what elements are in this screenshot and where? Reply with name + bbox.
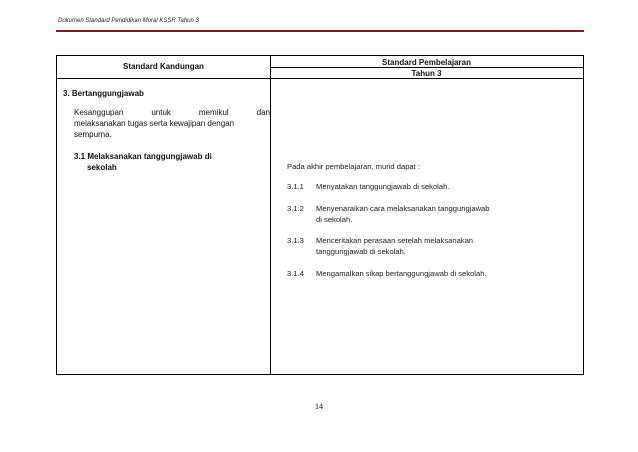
column-subheader-tahun: Tahun 3: [411, 69, 442, 78]
standards-table: [56, 55, 584, 375]
page-header-text: Dokumen Standard Pendidikan Moral KSSR Tahun 3: [58, 18, 199, 24]
item-text-line1: Menyatakan tanggungjawab di sekolah.: [316, 182, 450, 191]
item-number: 3.1.3: [287, 236, 304, 245]
header-rule: [56, 30, 584, 32]
column-divider: [270, 56, 271, 374]
section-title: 3. Bertanggungjawab: [63, 89, 144, 98]
column-header-standard-kandungan: Standard Kandungan: [123, 62, 204, 71]
item-number: 3.1.1: [287, 182, 304, 191]
item-number: 3.1.4: [287, 269, 304, 278]
subsection-title-line2: sekolah: [87, 163, 117, 172]
item-text-line2: tanggungjawab di sekolah.: [316, 247, 406, 256]
item-text-line1: Menyenaraikan cara melaksanakan tanggungjawab: [316, 204, 490, 213]
header-divider-left: [57, 78, 270, 79]
item-text-line1: Menceritakan perasaan setelah melaksanakan: [316, 236, 474, 245]
learning-intro: Pada akhir pembelajaran, murid dapat :: [287, 162, 420, 171]
item-text-line1: Mengamalkan sikap bertanggungjawab di sekolah.: [316, 269, 487, 278]
column-header-standard-pembelajaran: Standard Pembelajaran: [382, 58, 471, 67]
section-description-line3: sempurna.: [74, 130, 112, 139]
section-description-line1: Kesanggupan untuk memikul dan: [74, 108, 270, 117]
section-description-line2: melaksanakan tugas serta kewajipan dengan: [74, 119, 235, 128]
page-number: 14: [315, 402, 323, 411]
subsection-title-line1: 3.1 Melaksanakan tanggungjawab di: [74, 152, 212, 161]
subheader-divider: [270, 78, 583, 79]
item-text-line2: di sekolah.: [316, 215, 353, 224]
header-divider-right: [270, 67, 583, 68]
item-number: 3.1.2: [287, 204, 304, 213]
